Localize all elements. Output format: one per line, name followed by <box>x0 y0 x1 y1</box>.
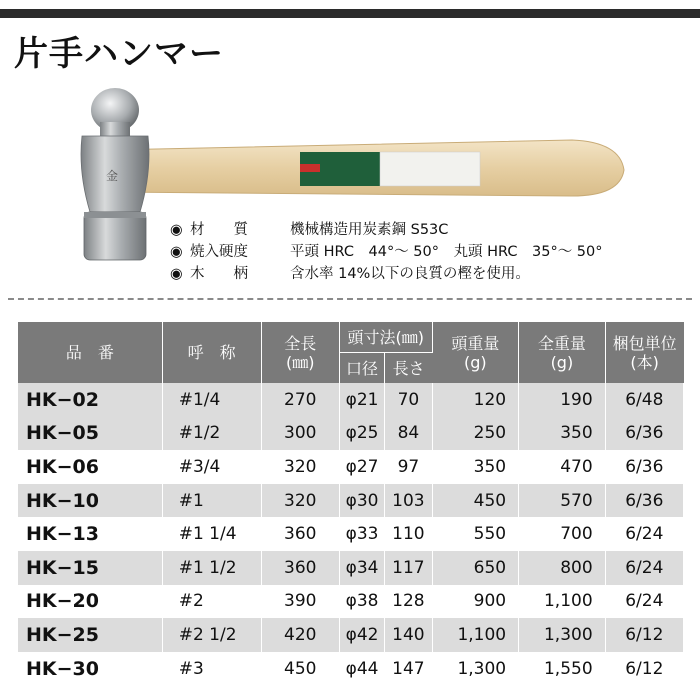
cell-size: #1/2 <box>162 417 261 451</box>
cell-head-length: 140 <box>385 618 432 652</box>
spec-label: 材 質 <box>190 222 248 238</box>
cell-code: HK−02 <box>18 383 162 417</box>
col-header-code: 品 番 <box>18 322 162 383</box>
cell-code: HK−06 <box>18 450 162 484</box>
cell-head-weight: 1,100 <box>432 618 519 652</box>
cell-head-length: 84 <box>385 417 432 451</box>
spec-table <box>18 322 684 685</box>
cell-total-weight: 570 <box>519 484 606 518</box>
table-row <box>18 551 684 585</box>
table-row <box>18 450 684 484</box>
cell-head-weight: 250 <box>432 417 519 451</box>
col-header-head-weight: 頭重量 (g) <box>432 322 519 383</box>
cell-size: #2 <box>162 585 261 619</box>
spec-value: 含水率 14%以下の良質の樫を使用。 <box>290 266 530 282</box>
cell-length: 320 <box>261 484 339 518</box>
cell-pack: 6/24 <box>605 551 683 585</box>
cell-pack: 6/12 <box>605 652 683 686</box>
cell-pack: 6/36 <box>605 417 683 451</box>
cell-code: HK−10 <box>18 484 162 518</box>
cell-head-weight: 550 <box>432 517 519 551</box>
cell-head-weight: 900 <box>432 585 519 619</box>
cell-length: 320 <box>261 450 339 484</box>
bullet-icon: ◉ <box>170 244 183 260</box>
bullet-icon: ◉ <box>170 266 183 282</box>
cell-diameter: φ21 <box>339 383 384 417</box>
cell-diameter: φ44 <box>339 652 384 686</box>
cell-diameter: φ42 <box>339 618 384 652</box>
cell-pack: 6/24 <box>605 517 683 551</box>
dashed-divider <box>8 298 692 300</box>
cell-diameter: φ33 <box>339 517 384 551</box>
cell-length: 390 <box>261 585 339 619</box>
cell-diameter: φ25 <box>339 417 384 451</box>
spec-value: 平頭 HRC 44°～ 50° 丸頭 HRC 35°～ 50° <box>290 244 603 260</box>
cell-code: HK−25 <box>18 618 162 652</box>
cell-pack: 6/48 <box>605 383 683 417</box>
cell-total-weight: 800 <box>519 551 606 585</box>
cell-total-weight: 470 <box>519 450 606 484</box>
cell-size: #1/4 <box>162 383 261 417</box>
cell-code: HK−30 <box>18 652 162 686</box>
cell-head-length: 147 <box>385 652 432 686</box>
spec-label: 木 柄 <box>190 266 248 282</box>
cell-diameter: φ34 <box>339 551 384 585</box>
cell-size: #1 1/4 <box>162 517 261 551</box>
table-row <box>18 517 684 551</box>
cell-head-length: 117 <box>385 551 432 585</box>
spec-hardness <box>170 241 603 263</box>
cell-size: #3/4 <box>162 450 261 484</box>
cell-pack: 6/36 <box>605 484 683 518</box>
cell-pack: 6/36 <box>605 450 683 484</box>
spec-handle <box>170 263 603 285</box>
top-rule <box>0 9 700 18</box>
cell-head-weight: 1,300 <box>432 652 519 686</box>
table-row <box>18 417 684 451</box>
cell-code: HK−05 <box>18 417 162 451</box>
col-header-total-weight: 全重量 (g) <box>519 322 606 383</box>
table-body <box>18 383 684 685</box>
cell-code: HK−15 <box>18 551 162 585</box>
cell-length: 420 <box>261 618 339 652</box>
cell-head-length: 103 <box>385 484 432 518</box>
table-row <box>18 618 684 652</box>
cell-length: 300 <box>261 417 339 451</box>
table-row <box>18 652 684 686</box>
table-row <box>18 484 684 518</box>
cell-head-weight: 120 <box>432 383 519 417</box>
cell-total-weight: 1,300 <box>519 618 606 652</box>
col-header-head-dim: 頭寸法(㎜) <box>339 322 432 353</box>
cell-total-weight: 190 <box>519 383 606 417</box>
col-header-length: 全長 (㎜) <box>261 322 339 383</box>
col-header-pack: 梱包単位 (本) <box>605 322 683 383</box>
cell-length: 360 <box>261 517 339 551</box>
cell-head-weight: 650 <box>432 551 519 585</box>
cell-size: #1 1/2 <box>162 551 261 585</box>
cell-diameter: φ30 <box>339 484 384 518</box>
cell-total-weight: 1,100 <box>519 585 606 619</box>
cell-head-length: 128 <box>385 585 432 619</box>
col-header-size: 呼 称 <box>162 322 261 383</box>
cell-total-weight: 700 <box>519 517 606 551</box>
cell-code: HK−13 <box>18 517 162 551</box>
svg-text:金: 金 <box>106 169 119 183</box>
table-row <box>18 383 684 417</box>
cell-length: 270 <box>261 383 339 417</box>
cell-diameter: φ38 <box>339 585 384 619</box>
cell-pack: 6/12 <box>605 618 683 652</box>
bullet-icon: ◉ <box>170 222 183 238</box>
cell-head-weight: 450 <box>432 484 519 518</box>
cell-diameter: φ27 <box>339 450 384 484</box>
cell-pack: 6/24 <box>605 585 683 619</box>
spec-value: 機械構造用炭素鋼 S53C <box>290 222 449 238</box>
spec-label: 焼入硬度 <box>190 244 248 260</box>
page-title: 片手ハンマー <box>14 34 224 74</box>
cell-total-weight: 1,550 <box>519 652 606 686</box>
cell-head-length: 97 <box>385 450 432 484</box>
table-row <box>18 585 684 619</box>
cell-head-weight: 350 <box>432 450 519 484</box>
cell-length: 360 <box>261 551 339 585</box>
cell-size: #3 <box>162 652 261 686</box>
cell-size: #2 1/2 <box>162 618 261 652</box>
cell-size: #1 <box>162 484 261 518</box>
cell-head-length: 70 <box>385 383 432 417</box>
spec-material <box>170 219 603 241</box>
cell-total-weight: 350 <box>519 417 606 451</box>
cell-head-length: 110 <box>385 517 432 551</box>
col-header-diameter: 口径 <box>339 353 384 384</box>
cell-length: 450 <box>261 652 339 686</box>
col-header-head-length: 長さ <box>385 353 432 384</box>
spec-list <box>170 219 603 285</box>
cell-code: HK−20 <box>18 585 162 619</box>
